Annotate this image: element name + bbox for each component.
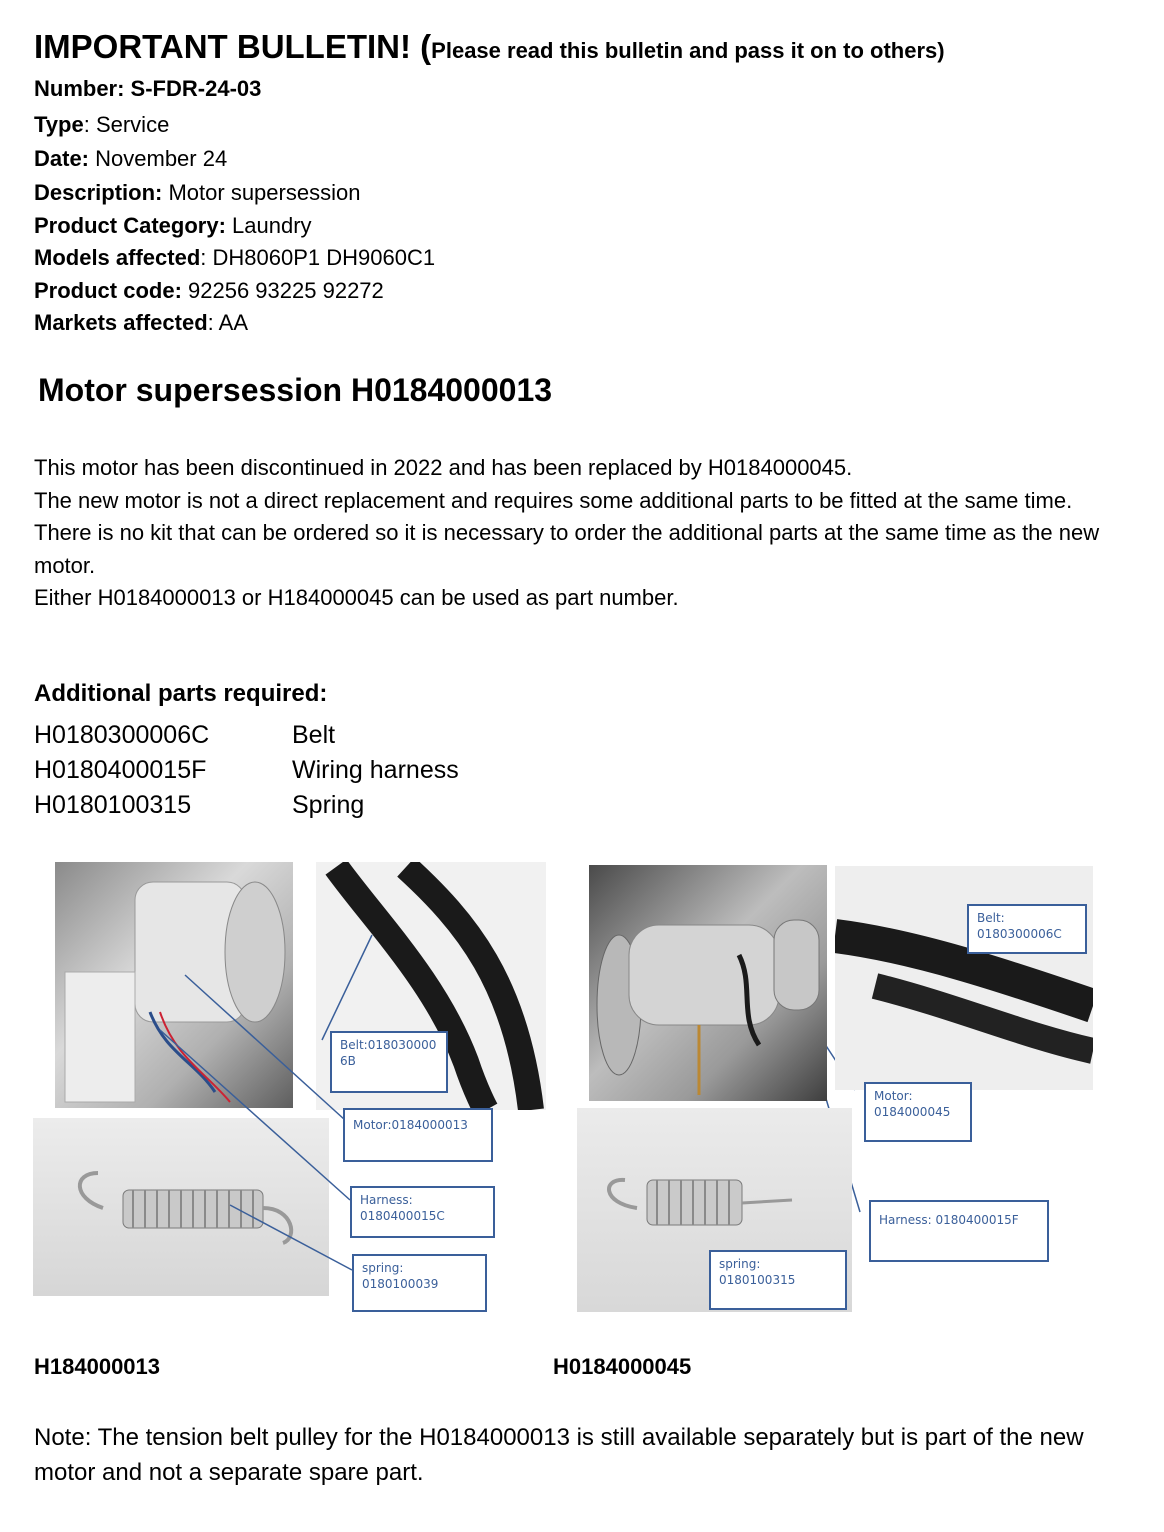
- meta-type: Type: Service: [34, 112, 170, 137]
- caption-old-motor: H184000013: [34, 1354, 161, 1379]
- paragraph: There is no kit that can be ordered so it is necessary to order the additional parts at the same time as the new motor.: [34, 520, 1100, 578]
- new-motor-photo: [589, 865, 827, 1101]
- motor-icon: [589, 865, 827, 1101]
- meta-date: Date: November 24: [34, 146, 228, 171]
- callout-new-belt: Belt: 0180300006C: [967, 904, 1087, 954]
- note-text: Note: The tension belt pulley for the H0184000013 is still available separately but is part of the new motor and not a separate spare part.: [34, 1424, 1084, 1486]
- paragraph: This motor has been discontinued in 2022 and has been replaced by H0184000045.: [34, 455, 853, 480]
- callout-old-spring: spring: 0180100039: [352, 1254, 487, 1312]
- new-belt-photo: [835, 866, 1093, 1090]
- paragraph: Either H0184000013 or H184000045 can be used as part number.: [34, 585, 679, 610]
- callout-old-harness: Harness: 0180400015C: [350, 1186, 495, 1238]
- callout-old-belt: Belt:018030000 6B: [330, 1031, 448, 1093]
- meta-product-code: Product code: 92256 93225 92272: [34, 278, 384, 303]
- section-title: Motor supersession H0184000013: [38, 372, 553, 408]
- meta-description: Description: Motor supersession: [34, 180, 361, 205]
- additional-parts-title: Additional parts required:: [34, 680, 328, 707]
- callout-new-spring: spring: 0180100315: [709, 1250, 847, 1310]
- callout-new-harness: Harness: 0180400015F: [869, 1200, 1049, 1262]
- callout-old-motor: Motor:0184000013: [343, 1108, 493, 1162]
- bulletin-title: IMPORTANT BULLETIN! (Please read this bulletin and pass it on to others): [34, 28, 945, 65]
- meta-markets-affected: Markets affected: AA: [34, 310, 248, 335]
- list-item: H0180400015F Wiring harness: [34, 756, 459, 784]
- list-item: H0180300006C Belt: [34, 721, 336, 749]
- bulletin-subtitle: Please read this bulletin and pass it on to others): [431, 38, 945, 63]
- belt-icon: [835, 866, 1093, 1090]
- meta-product-category: Product Category: Laundry: [34, 213, 312, 238]
- callout-new-motor: Motor: 0184000045: [864, 1082, 972, 1142]
- paragraph: The new motor is not a direct replacement and requires some additional parts to be fitted at the same time.: [34, 487, 1073, 513]
- list-item: H0180100315 Spring: [34, 791, 365, 819]
- meta-number: Number: S-FDR-24-03: [34, 76, 262, 101]
- meta-models-affected: Models affected: DH8060P1 DH9060C1: [34, 245, 436, 270]
- caption-new-motor: H0184000045: [553, 1354, 692, 1379]
